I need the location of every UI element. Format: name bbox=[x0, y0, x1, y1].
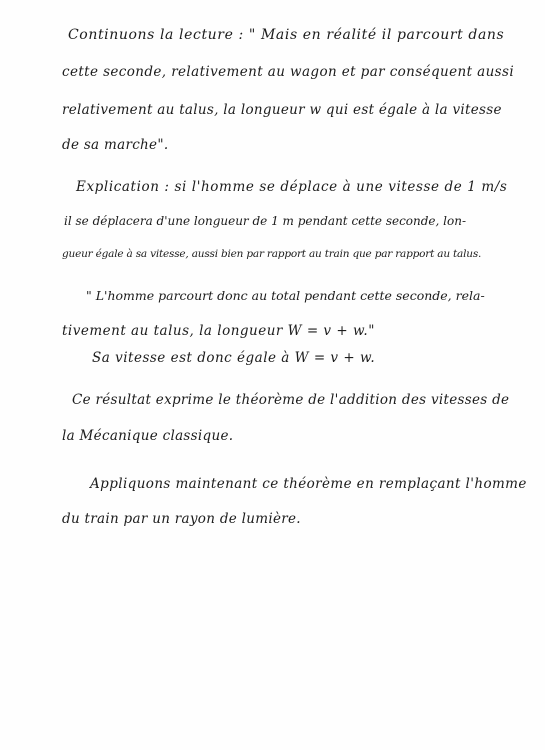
text-line-13: Appliquons maintenant ce théorème en remplaçant l'homme bbox=[90, 476, 527, 492]
text-line-5: Explication : si l'homme se déplace à une vitesse de 1 m/s bbox=[76, 179, 508, 195]
text-line-6: il se déplacera d'une longueur de 1 m pendant cette seconde, lon- bbox=[64, 214, 467, 228]
text-line-1: Continuons la lecture : " Mais en réalité il parcourt dans bbox=[68, 27, 505, 43]
text-line-11: Ce résultat exprime le théorème de l'addition des vitesses de bbox=[72, 392, 510, 408]
text-line-8: " L'homme parcourt donc au total pendant cette seconde, rela- bbox=[86, 288, 485, 303]
text-line-14: du train par un rayon de lumière. bbox=[62, 511, 301, 527]
text-line-12: la Mécanique classique. bbox=[62, 428, 234, 444]
text-line-3: relativement au talus, la longueur w qui est égale à la vitesse bbox=[62, 102, 502, 118]
text-line-10: Sa vitesse est donc égale à W = v + w. bbox=[92, 350, 376, 366]
text-line-9: tivement au talus, la longueur W = v + w." bbox=[62, 323, 375, 339]
text-line-4: de sa marche". bbox=[62, 137, 169, 153]
text-line-2: cette seconde, relativement au wagon et par conséquent aussi bbox=[62, 64, 515, 80]
text-line-7: gueur égale à sa vitesse, aussi bien par rapport au train que par rapport au talus. bbox=[62, 248, 482, 260]
